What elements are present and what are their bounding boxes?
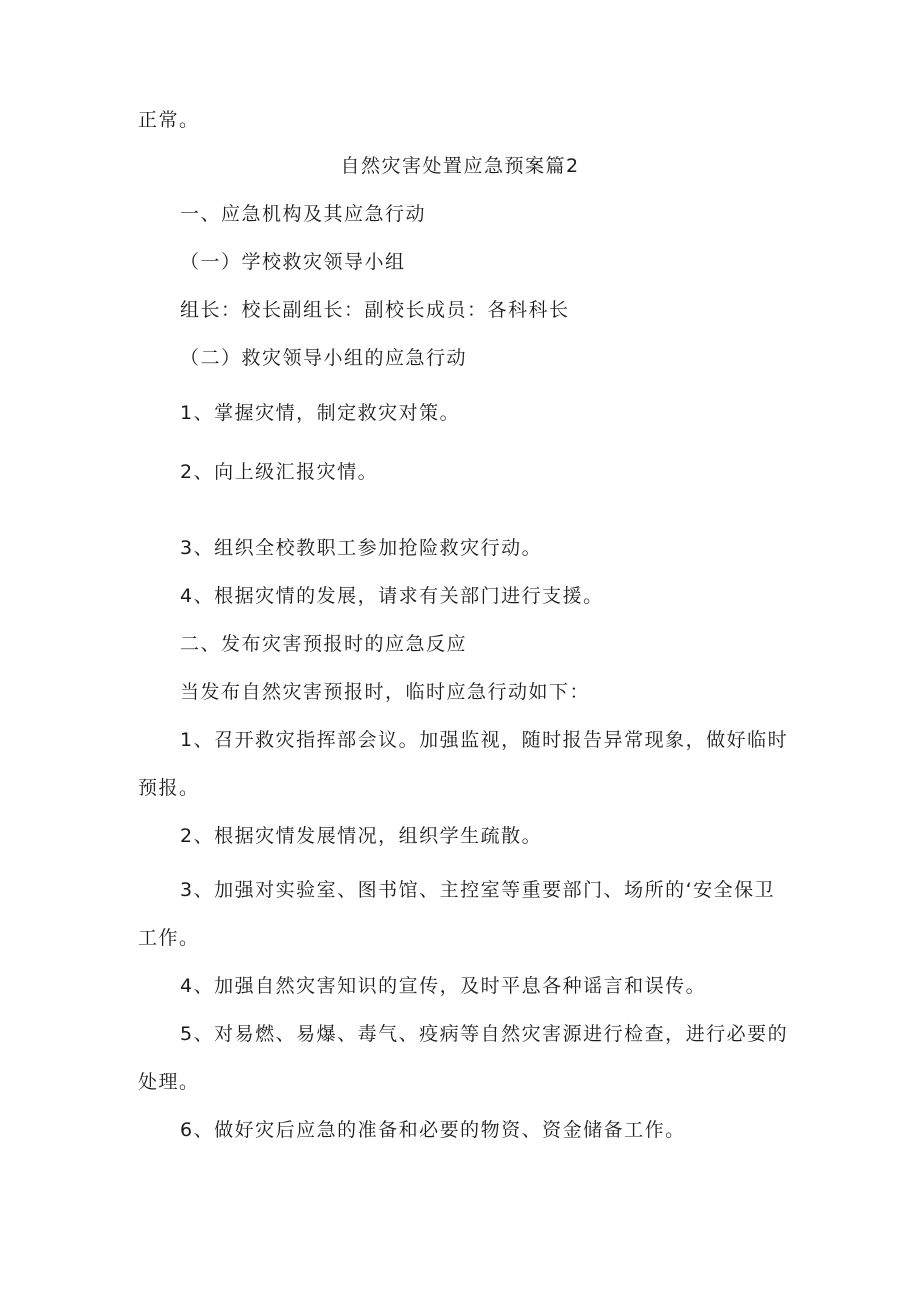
section-title: 自然灾害处置应急预案篇2	[340, 155, 580, 177]
list-item: 6、做好灾后应急的准备和必要的物资、资金储备工作。	[180, 1119, 686, 1141]
list-item: 4、加强自然灾害知识的宣传，及时平息各种谣言和误传。	[180, 975, 707, 997]
list-item: 3、加强对实验室、图书馆、主控室等重要部门、场所的‘安全保卫	[180, 879, 776, 901]
list-item: 1、召开救灾指挥部会议。加强监视，随时报告异常现象，做好临时	[180, 729, 789, 751]
leader-roles: 组长：校长副组长：副校长成员：各科科长	[180, 299, 570, 321]
list-item: 4、根据灾情的发展，请求有关部门进行支援。	[180, 585, 604, 607]
heading-2: 二、发布灾害预报时的应急反应	[180, 633, 468, 655]
list-item-continuation: 预报。	[138, 777, 200, 799]
subheading-2: （二）救灾领导小组的应急行动	[180, 347, 468, 369]
list-item: 2、根据灾情发展情况，组织学生疏散。	[180, 825, 543, 847]
subheading-1: （一）学校救灾领导小组	[180, 251, 406, 273]
list-item-continuation: 工作。	[138, 927, 200, 949]
list-item: 2、向上级汇报灾情。	[180, 461, 379, 483]
list-item: 1、掌握灾情，制定救灾对策。	[180, 402, 461, 424]
text-line-continuation: 正常。	[138, 109, 200, 131]
list-item: 5、对易燃、易爆、毒气、疫病等自然灾害源进行检查，进行必要的	[180, 1023, 789, 1045]
list-item: 3、组织全校教职工参加抢险救灾行动。	[180, 537, 543, 559]
list-item-continuation: 处理。	[138, 1071, 200, 1093]
intro-paragraph: 当发布自然灾害预报时，临时应急行动如下：	[180, 681, 591, 703]
heading-1: 一、应急机构及其应急行动	[180, 203, 427, 225]
